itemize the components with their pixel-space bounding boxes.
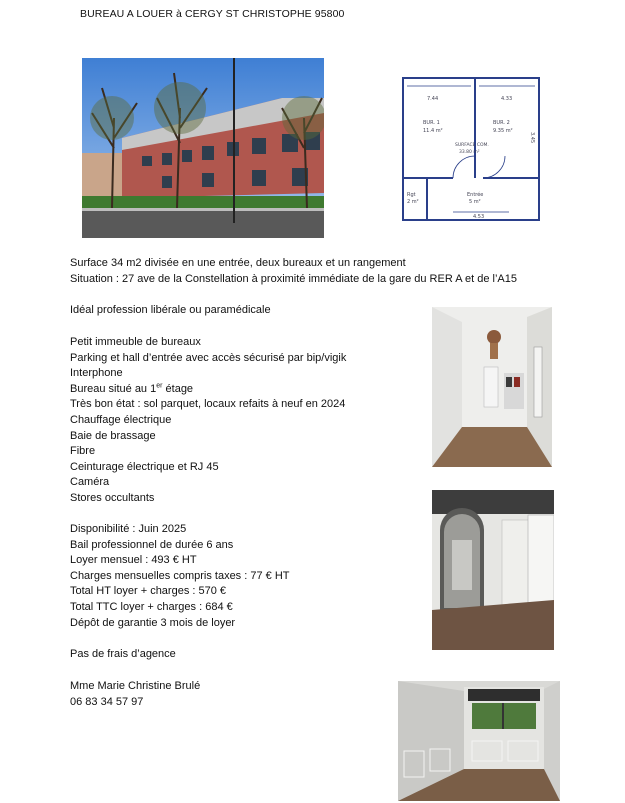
term-charges: Charges mensuelles compris taxes : 77 € HT — [70, 569, 290, 582]
contact-block — [70, 679, 200, 710]
term-disponibilite: Disponibilité : Juin 2025 — [70, 523, 187, 535]
entree-label: Entrée — [467, 192, 484, 198]
bureau2-area: 9.35 m² — [493, 128, 513, 134]
bureau2-label: BUR. 2 — [493, 120, 510, 126]
feature-immeuble: Petit immeuble de bureaux — [70, 336, 201, 348]
situation-text: Situation : 27 ave de la Constellation à proximité immédiate de la gare du RER A et de l’A15 — [70, 272, 517, 285]
term-loyer: Loyer mensuel : 493 € HT — [70, 554, 197, 567]
rangement-label: Rgt — [407, 192, 416, 198]
contact-name: Mme Marie Christine Brulé — [70, 680, 201, 692]
etage-sup: er — [156, 382, 163, 390]
bureau1-label: BUR. 1 — [423, 120, 440, 126]
term-bail: Bail professionnel de durée 6 ans — [70, 538, 234, 551]
terms-list — [70, 522, 289, 631]
term-total-ht: Total HT loyer + charges : 570 € — [70, 585, 227, 598]
building-photo — [82, 58, 324, 238]
interior-photo-entrance — [432, 307, 552, 467]
dim-bottom: 4.53 — [473, 214, 485, 220]
total-label: SURFACE COM. — [455, 143, 489, 148]
etage-prefix: Bureau situé au 1 — [70, 382, 157, 395]
feature-parking: Parking et hall d’entrée avec accès sécurisé par bip/vigik — [70, 351, 347, 364]
feature-baie: Baie de brassage — [70, 429, 156, 442]
frais-text: Pas de frais d’agence — [70, 648, 176, 660]
feature-stores: Stores occultants — [70, 491, 155, 504]
feature-chauffage: Chauffage électrique — [70, 413, 172, 426]
dim-top-left: 7.44 — [427, 96, 439, 102]
features-list — [70, 335, 346, 507]
etage-suffix: étage — [162, 382, 194, 395]
feature-etage — [70, 382, 346, 398]
term-depot: Dépôt de garantie 3 mois de loyer — [70, 616, 236, 629]
feature-ceinturage: Ceinturage électrique et RJ 45 — [70, 460, 219, 473]
floor-plan — [393, 66, 547, 232]
feature-camera: Caméra — [70, 476, 110, 489]
total-area: 33.80 m² — [459, 150, 480, 155]
page-title: BUREAU A LOUER à CERGY ST CHRISTOPHE 95800 — [80, 8, 345, 20]
entree-area: 5 m² — [469, 199, 481, 205]
dim-right: 3.45 — [529, 132, 535, 144]
contact-phone: 06 83 34 57 97 — [70, 695, 144, 708]
term-total-ttc: Total TTC loyer + charges : 684 € — [70, 600, 233, 613]
ideal-text: Idéal profession libérale ou paramédicale — [70, 304, 271, 316]
feature-fibre: Fibre — [70, 445, 96, 458]
rangement-area: 2 m² — [407, 199, 419, 205]
interior-photo-office — [398, 681, 560, 801]
feature-etat: Très bon état : sol parquet, locaux refaits à neuf en 2024 — [70, 398, 346, 411]
dim-top-right: 4.33 — [501, 96, 513, 102]
feature-interphone: Interphone — [70, 367, 123, 380]
surface-text: Surface 34 m2 divisée en une entrée, deux bureaux et un rangement — [70, 257, 406, 269]
bureau1-area: 11.4 m² — [423, 128, 443, 134]
interior-photo-hallway — [432, 490, 554, 650]
